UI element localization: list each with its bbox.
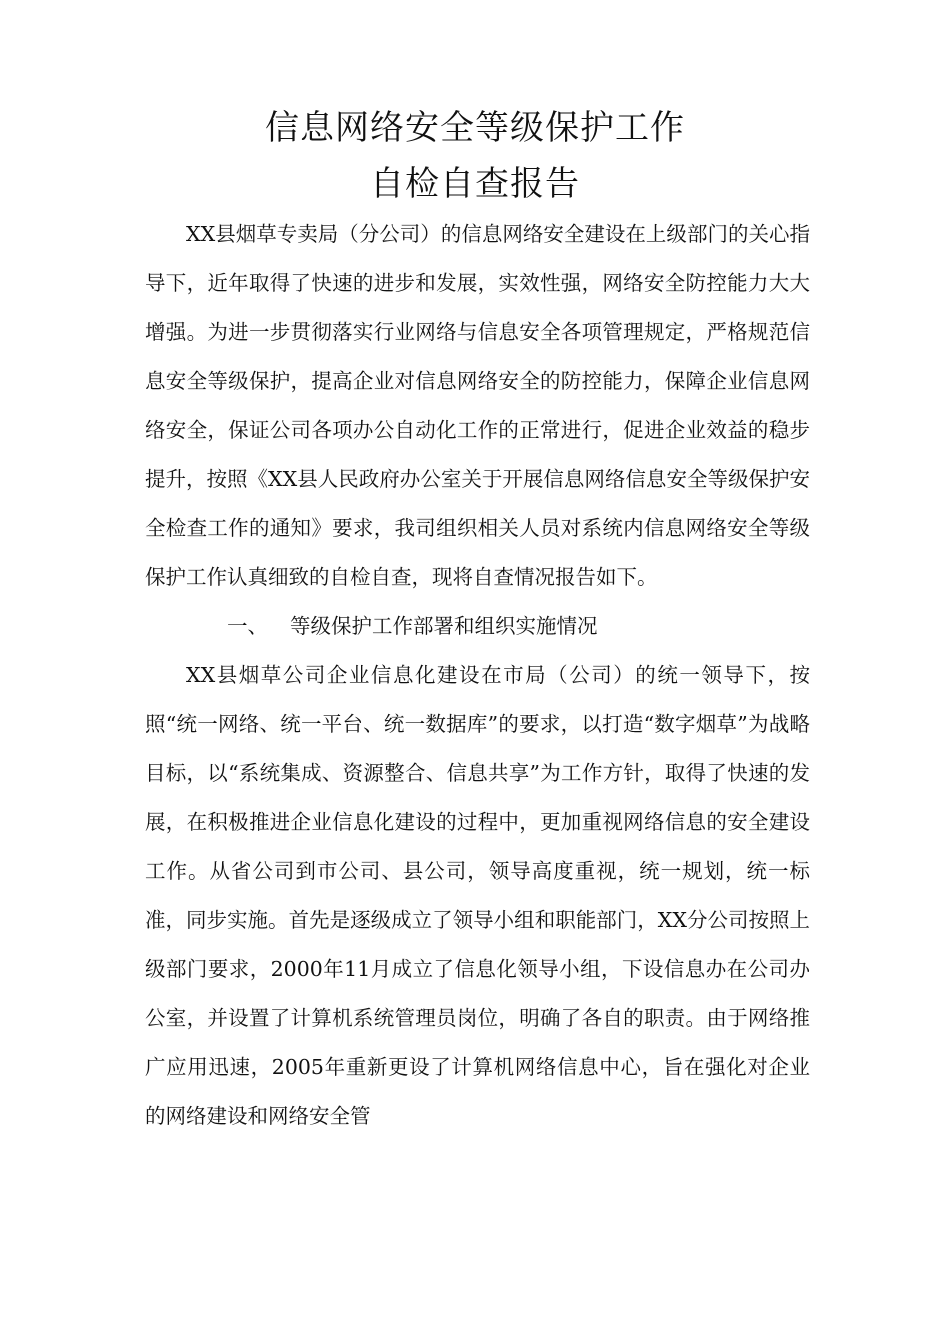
section-heading-1 — [145, 602, 810, 651]
document-title — [0, 100, 950, 212]
title-line-1: 信息网络安全等级保护工作 — [265, 108, 685, 148]
section-title: 等级保护工作部署和组织实施情况 — [290, 614, 598, 638]
paragraph-section-1: XX县烟草公司企业信息化建设在市局（公司）的统一领导下，按照“统一网络、统一平台、统一数据库”的要求，以打造“数字烟草”为战略目标，以“系统集成、资源整合、信息共享”为工作方针，取得了快速的发展，在积极推进企业信息化建设的过程中，更加重视网络信息的安全建设工作。从省公司到市公司、县公司，领导高度重视，统一规划，统一标准，同步实施。首先是逐级成立了领导小组和职能部门，XX分公司按照上级部门要求，2000年11月成立了信息化领导小组，下设信息办在公司办公室，并设置了计算机系统管理员岗位，明确了各自的职责。由于网络推广应用迅速，2005年重新更设了计算机网络信息中心，旨在强化对企业的网络建设和网络安全管 — [145, 663, 810, 1128]
title-line-2: 自检自查报告 — [370, 164, 580, 204]
paragraph-intro: XX县烟草专卖局（分公司）的信息网络安全建设在上级部门的关心指导下，近年取得了快速的进步和发展，实效性强，网络安全防控能力大大增强。为进一步贯彻落实行业网络与信息安全各项管理规定，严格规范信息安全等级保护，提高企业对信息网络安全的防控能力，保障企业信息网络安全，保证公司各项办公自动化工作的正常进行，促进企业效益的稳步提升，按照《XX县人民政府办公室关于开展信息网络信息安全等级保护安全检查工作的通知》要求，我司组织相关人员对系统内信息网络安全等级保护工作认真细致的自检自查，现将自查情况报告如下。 — [145, 222, 810, 589]
section-number: 一、 — [227, 614, 268, 638]
document-body — [145, 210, 810, 1141]
